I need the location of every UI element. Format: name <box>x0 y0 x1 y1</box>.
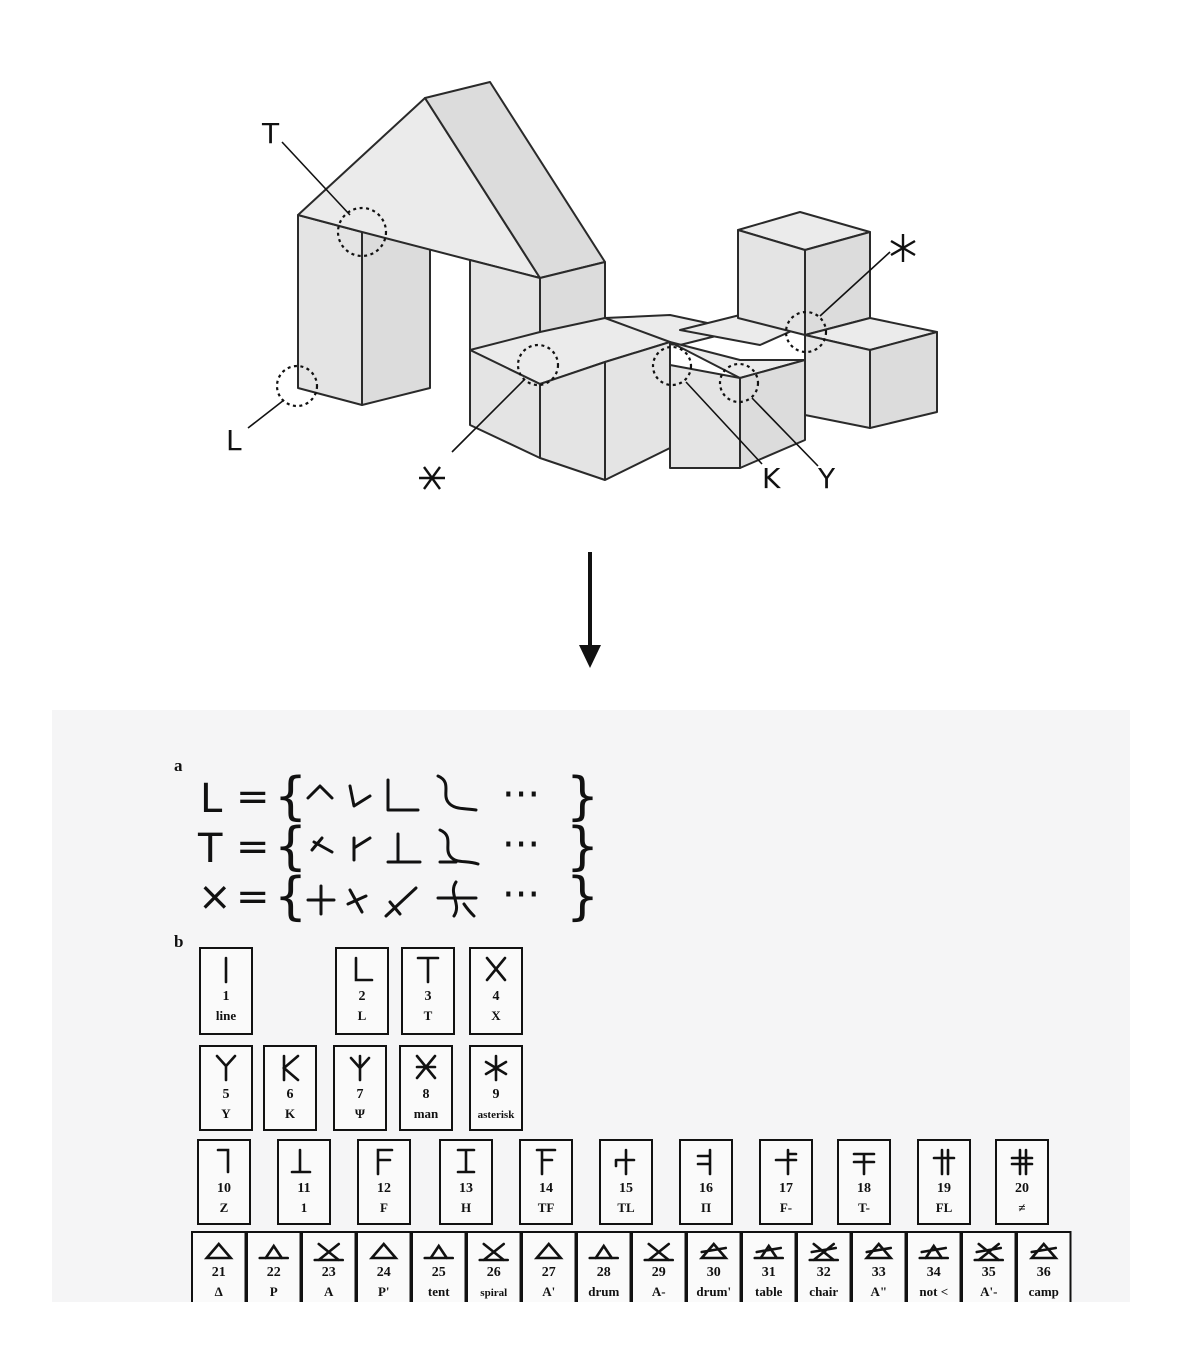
junction-number: 6 <box>286 1087 294 1102</box>
set-row-l <box>200 767 599 827</box>
junction-card <box>1017 1232 1071 1302</box>
set-close-brace: } <box>566 767 600 827</box>
junction-card <box>264 1046 316 1130</box>
junction-card <box>247 1232 301 1302</box>
junction-name: F- <box>779 1200 793 1215</box>
junction-name: Ψ <box>354 1106 366 1121</box>
junction-name: TF <box>537 1200 555 1215</box>
set-name-x: × <box>198 874 232 920</box>
junction-name: T <box>423 1008 433 1023</box>
junction-number: 14 <box>539 1181 553 1196</box>
junction-name: A- <box>651 1284 666 1299</box>
junction-name: A' <box>542 1284 556 1299</box>
junction-number: 30 <box>706 1265 721 1280</box>
junction-name: A" <box>870 1284 888 1299</box>
tall-cube <box>738 212 870 335</box>
junction-number: 21 <box>211 1265 226 1280</box>
junction-number: 1 <box>222 989 230 1004</box>
junction-card <box>334 1046 386 1130</box>
junction-number: 2 <box>358 989 366 1004</box>
junction-card <box>797 1232 851 1302</box>
junction-name: chair <box>809 1284 839 1299</box>
block-scene-diagram <box>0 0 1200 540</box>
junction-name: camp <box>1028 1284 1059 1299</box>
junction-card <box>200 948 252 1034</box>
junction-number: 33 <box>871 1265 886 1280</box>
junction-number: 13 <box>459 1181 473 1196</box>
set-close-brace: } <box>566 867 600 927</box>
junction-number: 31 <box>761 1265 776 1280</box>
junction-name: Z <box>219 1200 229 1215</box>
junction-name: asterisk <box>477 1109 515 1121</box>
junction-card <box>358 1140 410 1224</box>
junction-card <box>302 1232 356 1302</box>
junction-number: 12 <box>377 1181 391 1196</box>
junction-number: 23 <box>321 1265 336 1280</box>
junction-number: 8 <box>422 1087 430 1102</box>
junction-number: 5 <box>222 1087 230 1102</box>
junction-name: ≠ <box>1018 1200 1026 1215</box>
junction-number: 32 <box>816 1265 831 1280</box>
junction-name: H <box>460 1200 472 1215</box>
down-arrow-icon <box>0 540 1200 680</box>
junction-number: 22 <box>266 1265 281 1280</box>
junction-card <box>838 1140 890 1224</box>
junction-card <box>520 1140 572 1224</box>
junction-number: 36 <box>1036 1265 1051 1280</box>
junction-name: 1 <box>300 1200 308 1215</box>
junction-card <box>918 1140 970 1224</box>
junction-number: 4 <box>492 989 500 1004</box>
junction-card <box>470 1046 522 1130</box>
junction-name: line <box>215 1008 237 1023</box>
junction-name: T- <box>858 1200 870 1215</box>
set-equals: = <box>236 824 270 870</box>
junction-card <box>962 1232 1016 1302</box>
junction-name: Π <box>700 1200 712 1215</box>
junction-name: P <box>269 1284 278 1299</box>
junction-card <box>996 1140 1048 1224</box>
junction-card <box>742 1232 796 1302</box>
junction-name: spiral <box>480 1287 508 1299</box>
set-row-x <box>198 867 599 927</box>
panel-a-equivalence-sets <box>52 710 1130 930</box>
junction-card <box>192 1232 246 1302</box>
junction-card <box>357 1232 411 1302</box>
junction-card <box>680 1140 732 1224</box>
junction-name: A'- <box>980 1284 998 1299</box>
junction-number: 15 <box>619 1181 633 1196</box>
junction-name: table <box>755 1284 783 1299</box>
junction-card <box>577 1232 631 1302</box>
junction-name: L <box>357 1008 367 1023</box>
set-name-t: T <box>198 826 223 872</box>
asterisk-label-left <box>419 467 445 489</box>
junction-card <box>760 1140 812 1224</box>
junction-number: 28 <box>596 1265 611 1280</box>
junction-number: 20 <box>1015 1181 1029 1196</box>
asterisk-label-right <box>891 234 915 262</box>
junction-card <box>522 1232 576 1302</box>
junction-number: 35 <box>981 1265 996 1280</box>
set-close-brace: } <box>566 817 600 877</box>
junction-number: 18 <box>857 1181 871 1196</box>
junction-number: 34 <box>926 1265 941 1280</box>
junction-name: Δ <box>214 1284 223 1299</box>
junction-card <box>278 1140 330 1224</box>
junction-number: 26 <box>486 1265 501 1280</box>
set-ellipsis: ··· <box>502 822 541 868</box>
panel-b-junction-catalog <box>52 930 1130 1302</box>
junction-name: Y <box>221 1106 231 1121</box>
junction-label-k: K <box>762 462 781 495</box>
junction-catalog-figure <box>52 710 1130 1302</box>
junction-number: 3 <box>424 989 432 1004</box>
junction-number: 11 <box>297 1181 311 1196</box>
junction-number: 17 <box>779 1181 793 1196</box>
junction-name: P' <box>377 1284 390 1299</box>
panel-a-label: a <box>174 756 183 775</box>
junction-card <box>467 1232 521 1302</box>
junction-name: X <box>491 1008 501 1023</box>
junction-card <box>852 1232 906 1302</box>
junction-number: 24 <box>376 1265 391 1280</box>
junction-card <box>632 1232 686 1302</box>
junction-number: 27 <box>541 1265 556 1280</box>
junction-name: FL <box>935 1200 953 1215</box>
set-open-brace: { <box>274 767 308 827</box>
junction-number: 7 <box>356 1087 364 1102</box>
junction-name: drum <box>588 1284 620 1299</box>
junction-name: F <box>380 1200 388 1215</box>
junction-name: TL <box>617 1200 635 1215</box>
junction-card <box>687 1232 741 1302</box>
set-open-brace: { <box>274 867 308 927</box>
junction-card <box>412 1232 466 1302</box>
set-name-l: L <box>200 776 223 822</box>
junction-label-y: Y <box>818 462 836 495</box>
set-ellipsis: ··· <box>502 772 541 818</box>
junction-card <box>336 948 388 1034</box>
junction-number: 29 <box>651 1265 666 1280</box>
junction-label-t: T <box>262 117 280 150</box>
junction-name: K <box>284 1106 296 1121</box>
junction-label-l: L <box>226 424 242 457</box>
junction-name: tent <box>427 1284 450 1299</box>
junction-name: A <box>324 1284 334 1299</box>
junction-card <box>200 1046 252 1130</box>
set-equals: = <box>236 774 270 820</box>
front-long-box <box>470 318 670 480</box>
junction-card <box>440 1140 492 1224</box>
junction-name: not < <box>919 1284 949 1299</box>
junction-name: drum' <box>696 1284 732 1299</box>
junction-number: 25 <box>431 1265 446 1280</box>
junction-card <box>400 1046 452 1130</box>
junction-card <box>402 948 454 1034</box>
set-open-brace: { <box>274 817 308 877</box>
junction-card <box>907 1232 961 1302</box>
junction-card <box>198 1140 250 1224</box>
set-ellipsis: ··· <box>502 872 541 918</box>
junction-name: man <box>413 1106 439 1121</box>
junction-number: 10 <box>217 1181 231 1196</box>
set-row-t <box>197 817 599 877</box>
junction-number: 16 <box>699 1181 713 1196</box>
junction-number: 9 <box>492 1087 500 1102</box>
junction-number: 19 <box>937 1181 951 1196</box>
set-equals: = <box>236 874 270 920</box>
panel-b-label: b <box>174 932 184 951</box>
junction-card <box>600 1140 652 1224</box>
junction-card <box>470 948 522 1034</box>
